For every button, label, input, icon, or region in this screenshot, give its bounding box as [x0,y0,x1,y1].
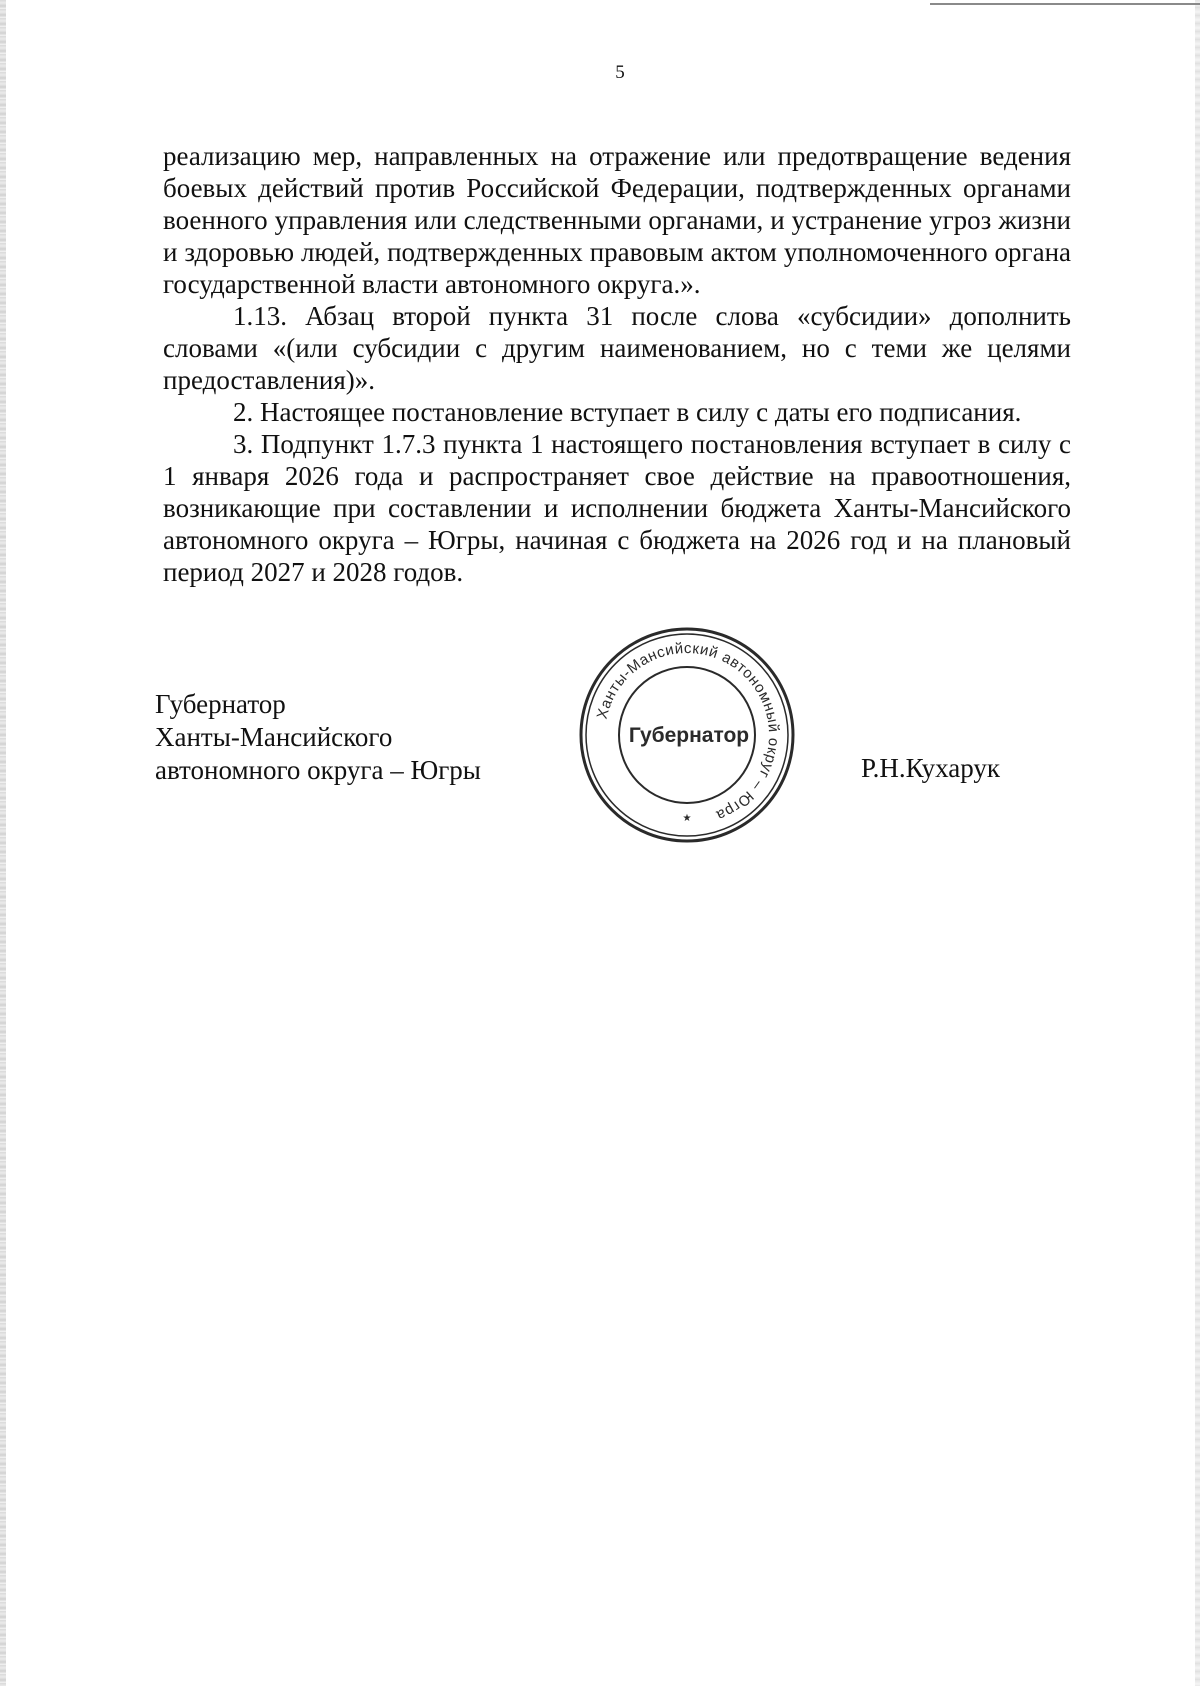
signature-title-block [155,688,481,787]
paragraph-3: 3. Подпункт 1.7.3 пункта 1 настоящего постановления вступает в силу с 1 января 2026 года и распространяет свое действие на правоотношения, возникающие при составлении и исполнении бюджета Ханты-Мансийского автономного округа – Югры, начиная с бюджета на 2026 год и на плановый период 2027 и 2028 годов. [163,429,1071,587]
document-body [163,140,1071,588]
paragraph-2: 2. Настоящее постановление вступает в силу с даты его подписания. [233,397,1022,427]
signatory-position-line3: автономного округа – Югры [155,755,481,785]
scan-edge-left [0,0,6,1686]
seal-center-text: Губернатор [628,724,750,747]
signatory-position-line1: Губернатор [155,689,286,719]
official-seal [577,625,797,845]
page-number: 5 [615,62,625,83]
signatory-name: Р.Н.Кухарук [861,753,1001,783]
scan-edge-right [1195,0,1200,1686]
paragraph-1-13: 1.13. Абзац второй пункта 31 после слова «субсидии» дополнить словами «(или субсидии с другим наименованием, но с теми же целями предоставления)». [163,301,1071,395]
seal-ring-text: Ханты-Мансийский автономный округ – Югра [593,639,783,825]
signatory-position-line2: Ханты-Мансийского [155,722,393,752]
seal-star-icon: ★ [682,813,692,824]
paragraph-continuation: реализацию мер, направленных на отражение или предотвращение ведения боевых действий против Российской Федерации, подтвержденных органами военного управления или следственными органами, и устранение угроз жизни и здоровью людей, подтвержденных правовым актом уполномоченного органа государственной власти автономного округа.». [163,141,1071,299]
scan-top-line [930,3,1200,5]
